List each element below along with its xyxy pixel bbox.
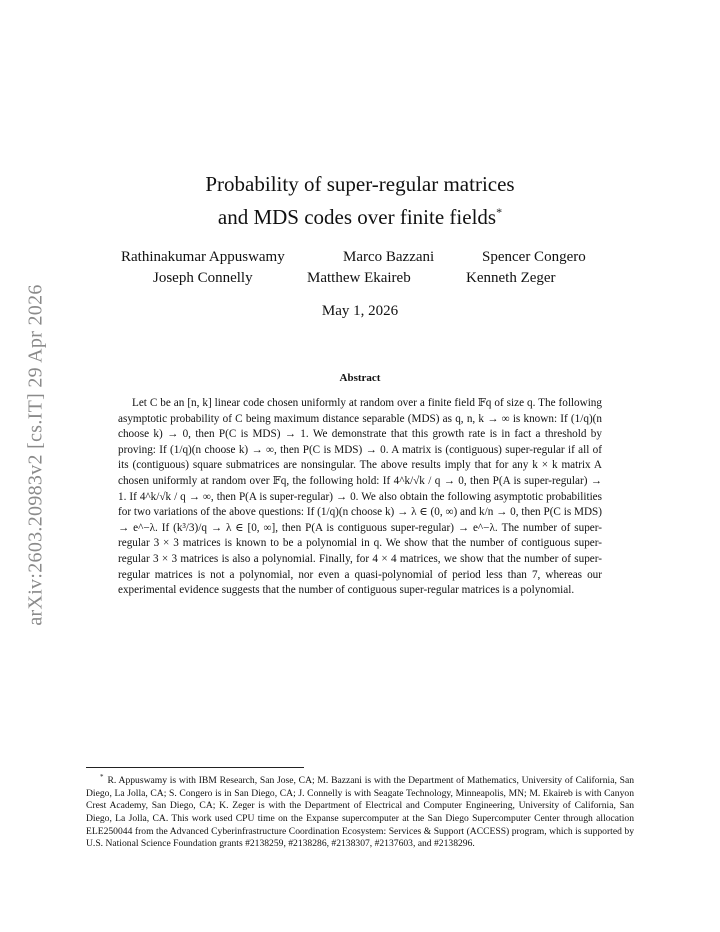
arxiv-identifier-text: arXiv:2603.20983v2 [cs.IT] 29 Apr 2026: [24, 284, 47, 626]
author-row-2: [0, 270, 720, 291]
author-name: Spencer Congero: [482, 249, 586, 265]
footnote: [86, 771, 634, 851]
author-row-1: [0, 249, 720, 270]
footnote-text: R. Appuswamy is with IBM Research, San Jose, CA; M. Bazzani is with the Department of Mathematics, University of California, San Diego, La Jolla, CA; S. Congero is in San Diego, CA; J. Connelly is with Seagate Technology, Minneapolis, MN; M. Ekaireb is with Canyon Crest Academy, San Diego, CA; K. Zeger is with the Department of Electrical and Computer Engineering, University of California, San Diego, La Jolla, CA. This work used CPU time on the Expanse supercomputer at the San Diego Supercomputer Center through allocation ELE250044 from the Advanced Cyberinfrastructure Coordination Ecosystem: Services & Support (ACCESS) program, which is supported by U.S. National Science Foundation grants #2138259, #2138286, #2138307, #2137603, and #2138296.: [86, 775, 634, 850]
author-name: Joseph Connelly: [153, 270, 253, 286]
title-footnote-marker: *: [496, 205, 503, 219]
abstract-body: [118, 396, 602, 599]
footnote-marker: *: [100, 773, 104, 781]
abstract-text: Let C be an [n, k] linear code chosen uniformly at random over a finite field 𝔽q of size q. The following asymptotic probability of C being maximum distance separable (MDS) as q, n, k → ∞ is known: If (1/q)(n choose k) → 0, then P(C is MDS) → 1. We demonstrate that this growth rate is in fact a threshold by proving: If (1/q)(n choose k) → ∞, then P(C is MDS) → 0. A matrix is (contiguous) super-regular if all of its (contiguous) square submatrices are nonsingular. The above results imply that for any k × k matrix A chosen uniformly at random over 𝔽q, the following hold: If 4^k/√k / q → 0, then P(A is super-regular) → 1. If 4^k/√k / q → ∞, then P(A is super-regular) → 0. We also obtain the following asymptotic probabilities for two variations of the above questions: If (1/q)(n choose k) → λ ∈ (0, ∞) and k/n → 0, then P(C is MDS) → e^−λ. If (k³/3)/q → λ ∈ [0, ∞], then P(A is contiguous super-regular) → e^−λ. The number of super-regular 3 × 3 matrices is known to be a polynomial in q. We show that the number of contiguous super-regular 3 × 3 matrices is also a polynomial. Finally, for 4 × 4 matrices, we show that the number of super-regular matrices is not a polynomial, nor even a quasi-polynomial of period less than 7, whereas our experimental evidence suggests that the number of contiguous super-regular matrices is a polynomial.: [118, 397, 602, 597]
author-list: [0, 249, 720, 291]
footnote-divider: [86, 767, 304, 768]
paper-title-line-2: [0, 198, 720, 231]
author-name: Rathinakumar Appuswamy: [121, 249, 285, 265]
author-name: Marco Bazzani: [343, 249, 435, 265]
paper-title-line-1: Probability of super-regular matrices: [205, 172, 515, 196]
footnote-paragraph: [86, 771, 634, 851]
author-name: Kenneth Zeger: [466, 270, 556, 286]
arxiv-identifier: [16, 265, 56, 645]
paper-title: [0, 170, 720, 231]
author-name: Matthew Ekaireb: [307, 270, 411, 286]
paper-title-line-2-text: and MDS codes over finite fields: [217, 205, 497, 229]
abstract-heading: Abstract: [339, 372, 381, 384]
publication-date: May 1, 2026: [321, 303, 399, 319]
